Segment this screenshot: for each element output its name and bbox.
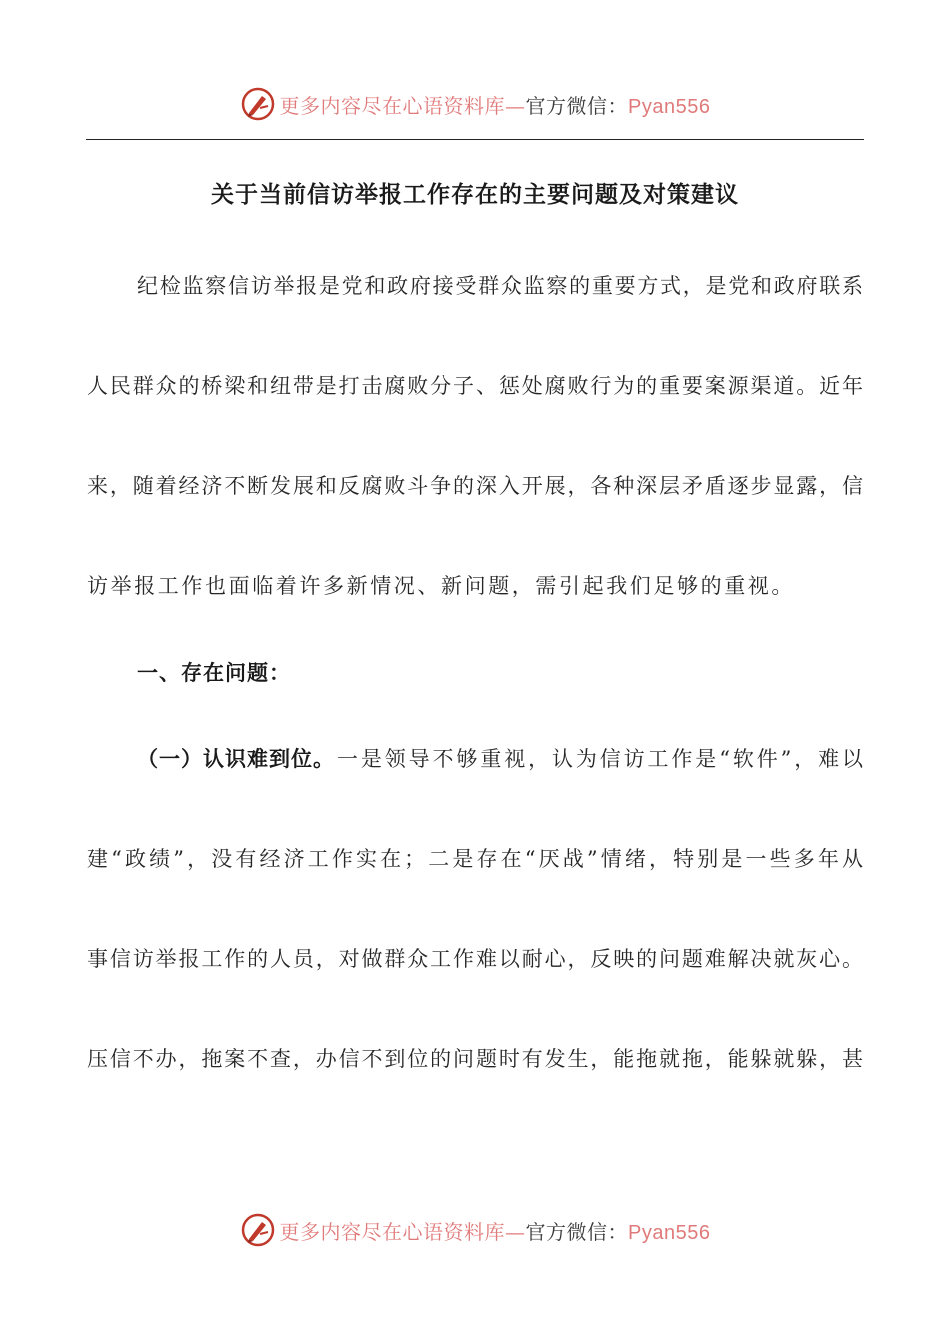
header-banner — [0, 82, 950, 126]
footer-wechat-label: 官方微信： — [525, 1219, 629, 1244]
footer-brand: 更多内容尽在心语资料库 — [279, 1219, 506, 1244]
pen-logo-icon — [240, 1212, 276, 1248]
footer-text — [280, 1216, 711, 1245]
item-1-line-4: 压信不办，拖案不查，办信不到位的问题时有发生，能拖就拖，能躲就躲，甚 — [87, 1047, 863, 1071]
intro-line-3: 来，随着经济不断发展和反腐败斗争的深入开展，各种深层矛盾逐步显露，信 — [87, 474, 863, 498]
footer-banner — [0, 1208, 950, 1252]
footer-wechat-id: Pyan556 — [628, 1221, 711, 1244]
header-brand: 更多内容尽在心语资料库 — [279, 93, 506, 118]
header-dash: — — [505, 93, 526, 118]
header-wechat-id: Pyan556 — [628, 95, 711, 118]
item-1-line-1 — [137, 744, 863, 774]
intro-line-1: 纪检监察信访举报是党和政府接受群众监察的重要方式，是党和政府联系 — [137, 274, 863, 298]
header-text — [280, 90, 711, 119]
item-1-first-text: 一是领导不够重视，认为信访工作是“软件”，难以 — [337, 747, 863, 771]
footer-dash: — — [505, 1219, 526, 1244]
item-1-line-2: 建“政绩”，没有经济工作实在；二是存在“厌战”情绪，特别是一些多年从 — [87, 847, 863, 871]
item-1-label: （一）认识难到位。 — [137, 746, 335, 771]
intro-line-2: 人民群众的桥梁和纽带是打击腐败分子、惩处腐败行为的重要案源渠道。近年 — [87, 374, 863, 398]
intro-line-4: 访举报工作也面临着许多新情况、新问题，需引起我们足够的重视。 — [87, 574, 795, 598]
document-title: 关于当前信访举报工作存在的主要问题及对策建议 — [211, 181, 739, 208]
header-divider — [86, 139, 864, 140]
item-1-line-3: 事信访举报工作的人员，对做群众工作难以耐心，反映的问题难解决就灰心。 — [87, 947, 863, 971]
section-heading-1: 一、存在问题： — [137, 660, 291, 685]
pen-logo-icon — [240, 86, 276, 122]
header-wechat-label: 官方微信： — [525, 93, 629, 118]
